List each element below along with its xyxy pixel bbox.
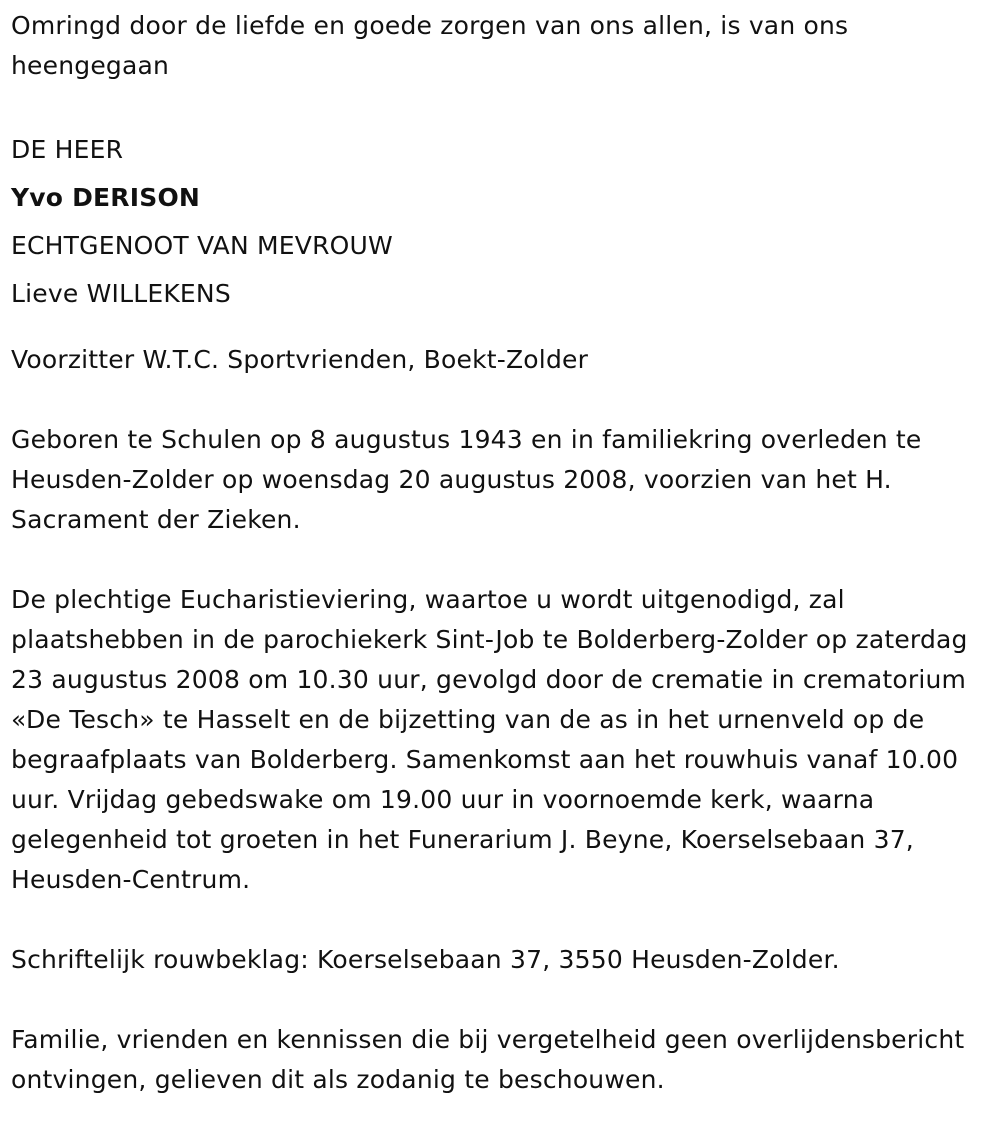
deceased-title-block [11,126,986,318]
ceremony-paragraph: De plechtige Eucharistieviering, waartoe u wordt uitgenodigd, zal plaatshebben in de parochiekerk Sint-Job te Bolderberg-Zolder op zaterdag 23 augustus 2008 om 10.30 uur, gevolgd door de crematie in crematorium «De Tesch» te Hasselt en de bijzetting van de as in het urnenveld op de begraafplaats van Bolderberg. Samenkomst aan het rouwhuis vanaf 10.00 uur. Vrijdag gebedswake om 19.00 uur in voornoemde kerk, waarna gelegenheid tot groeten in het Funerarium J. Beyne, Koerselsebaan 37, Heusden-Centrum. [11,585,968,894]
relation-line: ECHTGENOOT VAN MEVROUW [11,231,393,260]
role-paragraph: Voorzitter W.T.C. Sportvrienden, Boekt-Zolder [11,345,589,374]
intro-paragraph: Omringd door de liefde en goede zorgen van ons allen, is van ons heengegaan [11,11,849,80]
closing-paragraph: Familie, vrienden en kennissen die bij vergetelheid geen overlijdensbericht ontvingen, gelieven dit als zodanig te beschouwen. [11,1025,965,1094]
death-notice [11,6,986,1140]
honorific: DE HEER [11,135,124,164]
condolence-paragraph: Schriftelijk rouwbeklag: Koerselsebaan 37, 3550 Heusden-Zolder. [11,945,840,974]
spouse-name: Lieve WILLEKENS [11,279,231,308]
birth-death-paragraph: Geboren te Schulen op 8 augustus 1943 en in familiekring overleden te Heusden-Zolder op woensdag 20 augustus 2008, voorzien van het H. Sacrament der Zieken. [11,425,922,534]
deceased-name: Yvo DERISON [11,183,201,212]
